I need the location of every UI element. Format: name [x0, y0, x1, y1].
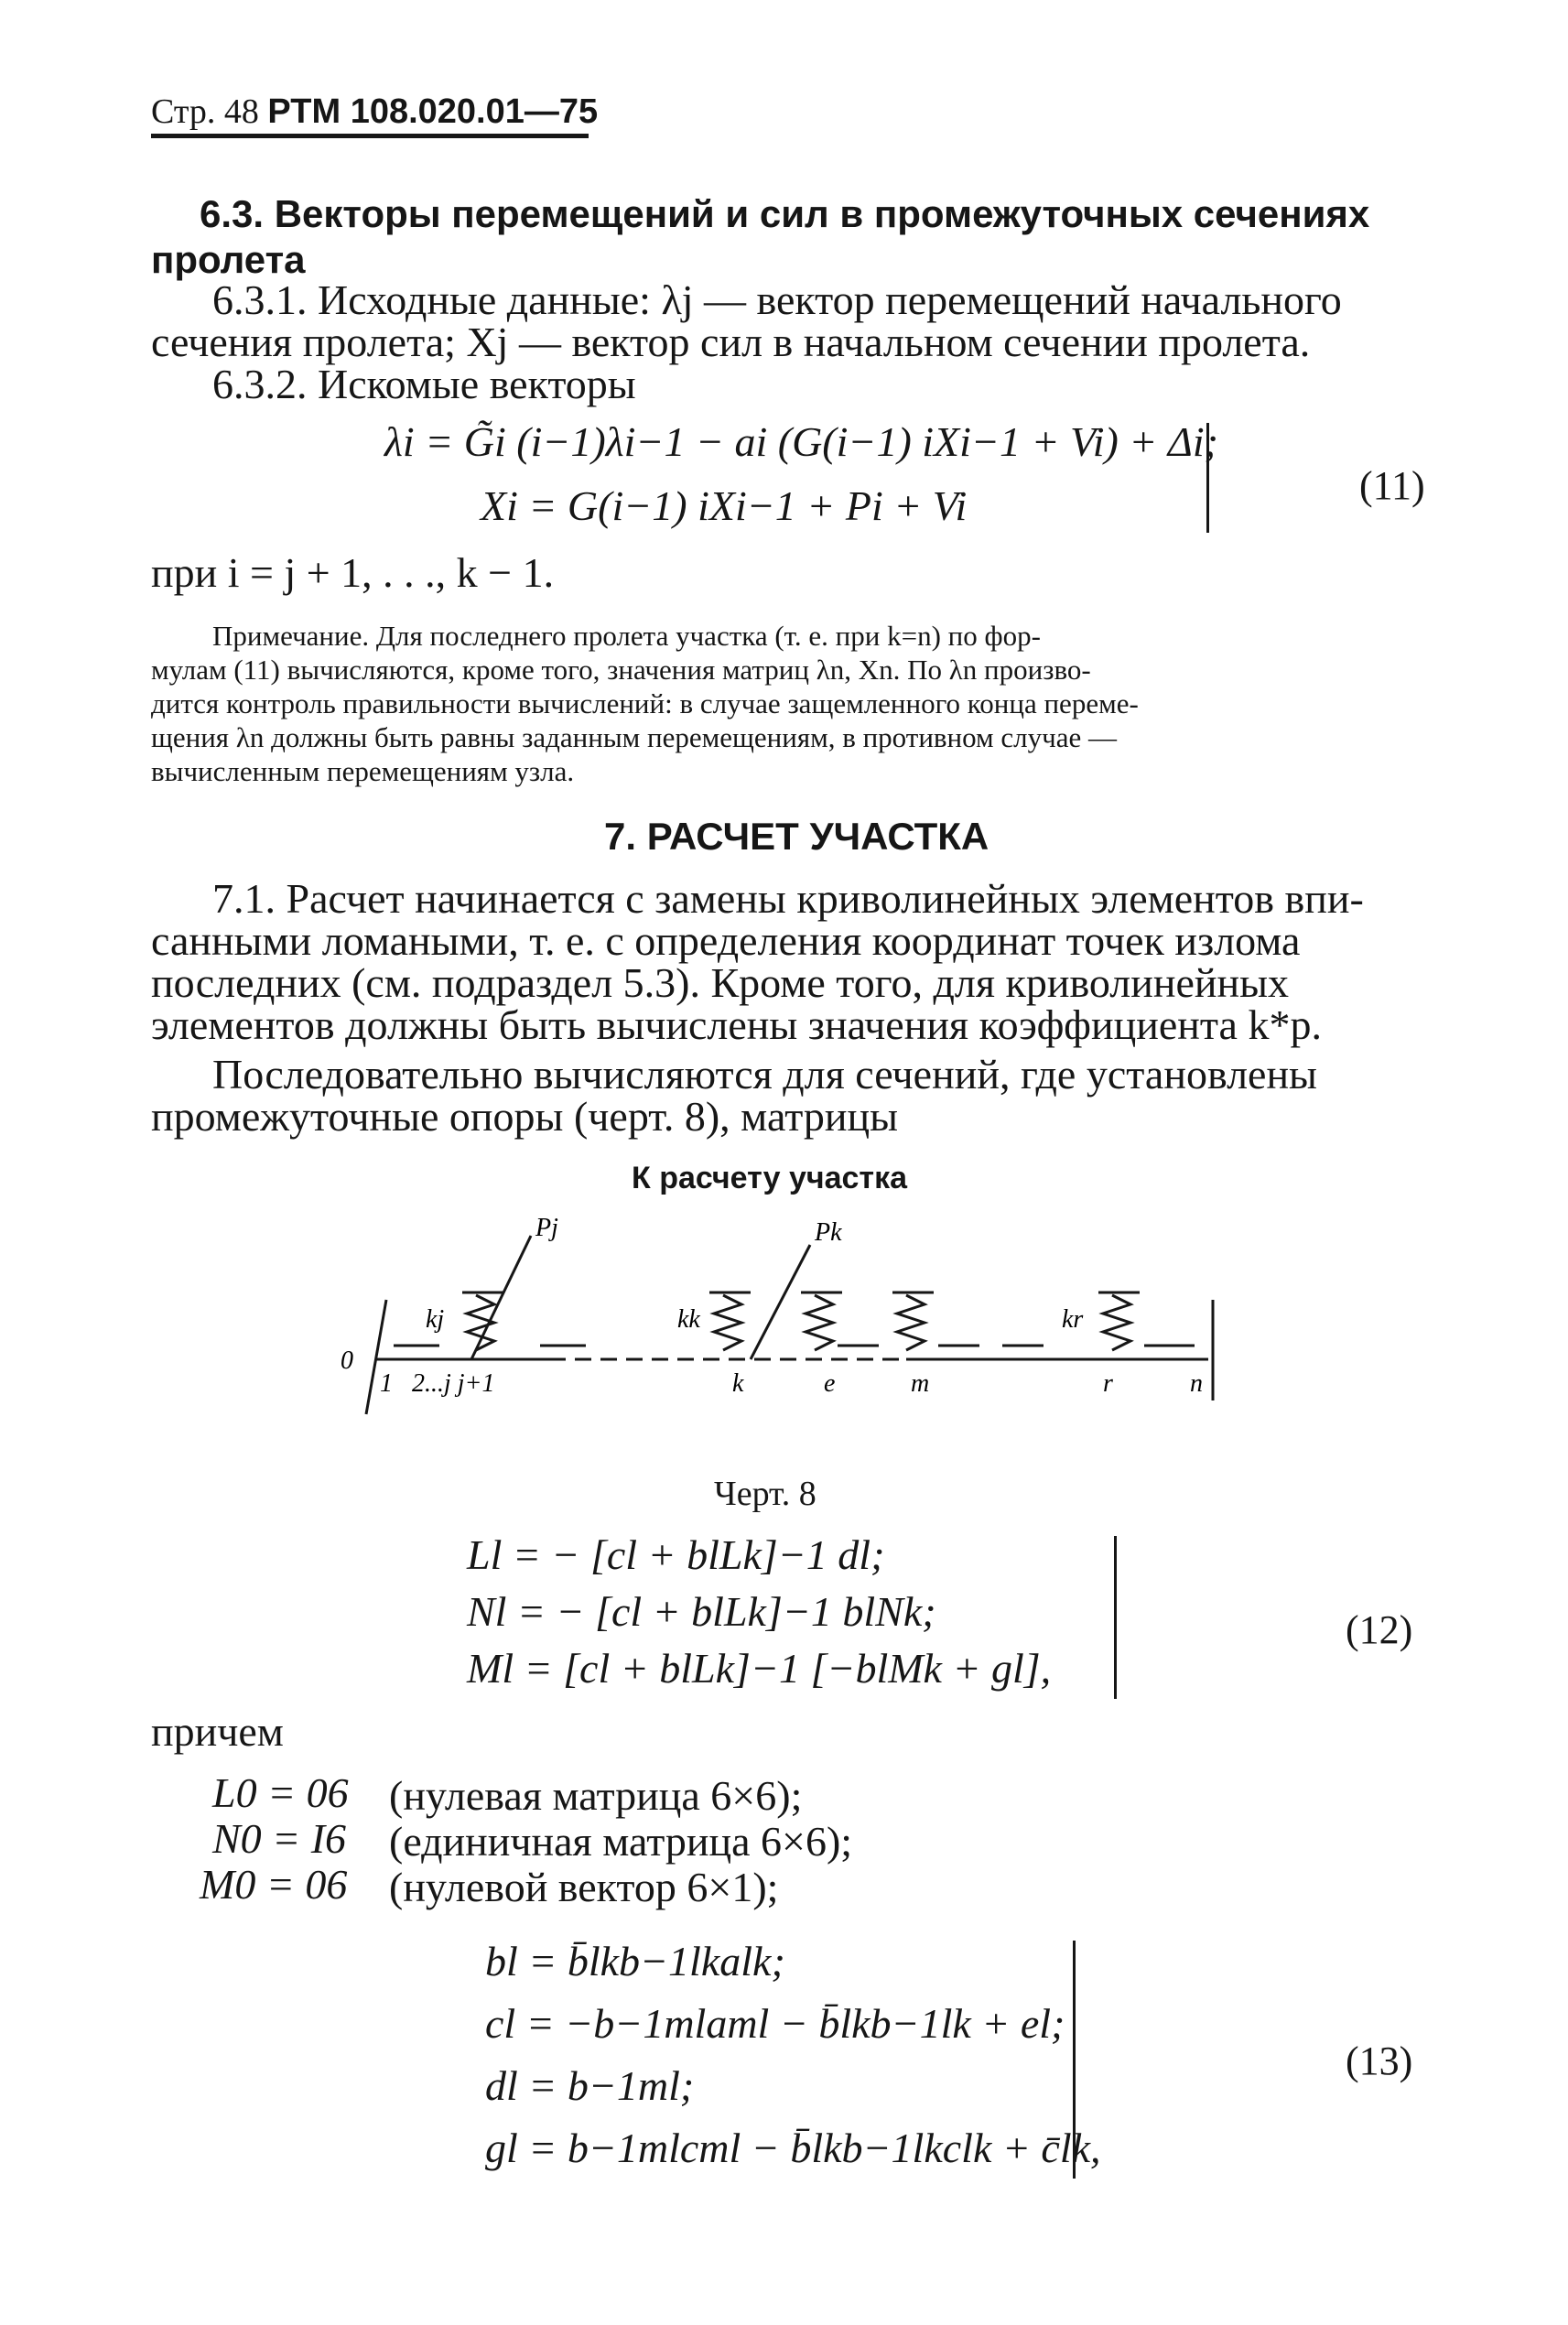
equation-13-line1: bl = b̄lkb−1lkalk; [485, 1938, 785, 1984]
label-pk: Pk [815, 1218, 842, 1247]
prichem-label: причем [151, 1708, 284, 1755]
equation-12-line3: Ml = [cl + blLk]−1 [−blMk + gl], [467, 1645, 1052, 1692]
page-number: Стр. 48 [151, 92, 259, 131]
init-l0: L0 = 06 [212, 1769, 349, 1816]
label-node-0: 0 [341, 1346, 353, 1375]
equation-13-line4: gl = b−1mlcml − b̄lkb−1lkclk + c̄lk, [485, 2125, 1101, 2171]
label-node-1: 1 [380, 1369, 393, 1398]
paragraph-7-2: Последовательно вычисляются для сечений, где установлены [212, 1051, 1317, 1098]
label-kk: kk [677, 1305, 700, 1334]
label-node-n: n [1190, 1369, 1203, 1398]
equation-11-line1: λi = G̃i (i−1)λi−1 − ai (G(i−1) iXi−1 + Vi) + Δi; [384, 418, 1218, 465]
spring-kk [714, 1295, 741, 1350]
equation-12-line1: Ll = − [cl + blLk]−1 dl; [467, 1531, 885, 1578]
paragraph-7-2-cont: промежуточные опоры (черт. 8), матрицы [151, 1093, 899, 1140]
equation-13-line3: dl = b−1ml; [485, 2062, 695, 2109]
note-line-1: Примечание. Для последнего пролета участка (т. е. при k=n) по фор- [212, 620, 1041, 652]
figure-caption: К расчету участка [632, 1161, 908, 1195]
force-pk-line [751, 1245, 810, 1359]
paragraph-6-3-1: 6.3.1. Исходные данные: λj — вектор перемещений начального [212, 276, 1342, 323]
note-line-5: вычисленным перемещениям узла. [151, 755, 575, 787]
spring-kr [1103, 1295, 1130, 1350]
paragraph-7-1-cont-2: последних (см. подраздел 5.3). Кроме того, для криволинейных [151, 959, 1290, 1006]
note-line-3: дится контроль правильности вычислений: в случае защемленного конца переме- [151, 687, 1139, 719]
section-6-3-title-cont: пролета [151, 238, 306, 281]
condition-line: при i = j + 1, . . ., k − 1. [151, 549, 555, 596]
spring-m [897, 1295, 925, 1350]
init-n0-desc: (единичная матрица 6×6); [389, 1818, 853, 1865]
beam-diagram [339, 1208, 1245, 1446]
equation-11-line2: Xi = G(i−1) iXi−1 + Pi + Vi [481, 482, 968, 529]
init-l0-desc: (нулевая матрица 6×6); [389, 1772, 803, 1819]
equation-11-number: (11) [1359, 463, 1425, 508]
spring-l [806, 1295, 833, 1350]
label-node-r: r [1103, 1369, 1113, 1398]
paragraph-7-1: 7.1. Расчет начинается с замены криволинейных элементов впи- [212, 875, 1364, 922]
note-line-4: щения λn должны быть равны заданным перемещениям, в противном случае — [151, 721, 1117, 753]
figure-label: Черт. 8 [714, 1475, 816, 1513]
label-node-2-j: 2...j j+1 [412, 1369, 495, 1398]
equation-13-line2: cl = −b−1mlaml − b̄lkb−1lk + el; [485, 2000, 1065, 2047]
equation-12-number: (12) [1346, 1607, 1413, 1652]
note-line-2: мулам (11) вычисляются, кроме того, значения матриц λn, Xn. По λn произво- [151, 654, 1091, 686]
label-pj: Pj [535, 1214, 558, 1242]
document-code: РТМ 108.020.01—75 [267, 92, 599, 131]
label-node-l: e [824, 1369, 836, 1398]
paragraph-7-1-cont-1: санными ломаными, т. е. с определения координат точек излома [151, 917, 1301, 964]
paragraph-6-3-2: 6.3.2. Искомые векторы [212, 361, 636, 407]
init-m0-desc: (нулевой вектор 6×1); [389, 1864, 779, 1910]
equation-11-brace [1190, 423, 1209, 533]
header-rule [151, 134, 589, 138]
init-m0: M0 = 06 [200, 1861, 348, 1908]
label-node-m: m [911, 1369, 930, 1398]
label-kj: kj [426, 1305, 445, 1334]
equation-13-brace [1062, 1941, 1076, 2179]
label-kr: kr [1062, 1305, 1084, 1334]
equation-12-line2: Nl = − [cl + blLk]−1 blNk; [467, 1588, 936, 1635]
section-7-title: 7. РАСЧЕТ УЧАСТКА [604, 815, 989, 858]
page-header [151, 92, 598, 132]
equation-12-brace [1103, 1536, 1117, 1699]
paragraph-6-3-1-cont: сечения пролета; Xj — вектор сил в начальном сечении пролета. [151, 319, 1311, 365]
init-n0: N0 = I6 [212, 1815, 347, 1862]
paragraph-7-1-cont-3: элементов должны быть вычислены значения коэффициента k*p. [151, 1001, 1322, 1048]
section-6-3-title: 6.3. Векторы перемещений и сил в промежуточных сечениях [200, 192, 1370, 235]
equation-13-number: (13) [1346, 2038, 1413, 2083]
label-node-k: k [732, 1369, 744, 1398]
